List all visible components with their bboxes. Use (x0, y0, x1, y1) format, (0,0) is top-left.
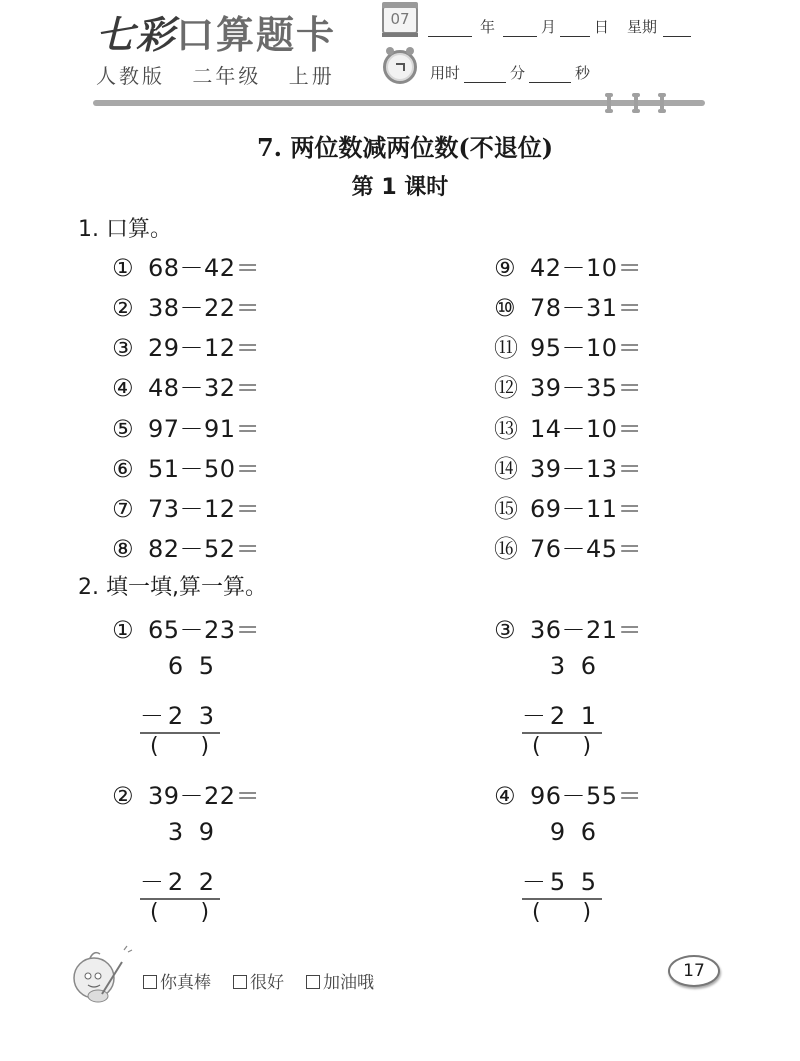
used-time-label: 用时 (430, 64, 461, 82)
divider-pin-icon (607, 93, 611, 113)
subtrahend: －2 3 (139, 702, 218, 730)
problem-expression: 39－22＝ (148, 782, 261, 810)
divider-pin-icon (634, 93, 638, 113)
rating-label: 你真棒 (160, 973, 211, 993)
problem-item (112, 529, 260, 564)
problem-item (494, 409, 642, 444)
problem-expression: 36－21＝ (530, 616, 643, 644)
answer-blank[interactable]: ( ) (150, 734, 210, 759)
problem-item (494, 529, 642, 564)
vertical-problem-header (112, 610, 260, 645)
day-blank[interactable] (560, 23, 590, 37)
problem-index: ① (112, 254, 135, 282)
problem-expression: 97－91＝ (148, 415, 261, 443)
problem-index: ⑬ (494, 415, 519, 443)
checkbox[interactable] (143, 975, 157, 989)
year-label: 年 (480, 18, 496, 36)
problem-item (494, 489, 642, 524)
problem-index: ⑮ (494, 495, 519, 523)
lesson-title: 7. 两位数减两位数(不退位) (256, 133, 554, 162)
problem-expression: 76－45＝ (530, 535, 643, 563)
edition-grade: 二年级 (192, 64, 262, 88)
brand-main: 口算题卡 (176, 12, 337, 57)
calendar-icon (382, 6, 418, 34)
edition-volume: 上册 (288, 64, 335, 88)
page-number: 17 (668, 955, 720, 987)
rating-option-keep-going[interactable] (306, 968, 374, 993)
minuend: 9 6 (549, 818, 600, 846)
problem-expression: 39－13＝ (530, 455, 643, 483)
problem-item (112, 288, 260, 323)
vertical-problem-header (494, 776, 642, 811)
month-label: 月 (541, 18, 557, 36)
seconds-blank[interactable] (529, 69, 571, 83)
clock-icon (383, 50, 417, 84)
brand-title (96, 4, 336, 59)
problem-index: ⑧ (112, 535, 135, 563)
problem-item (494, 328, 642, 363)
date-fill-line (428, 16, 691, 37)
problem-index: ③ (494, 616, 517, 644)
edition-publisher: 人教版 (96, 64, 165, 88)
problem-expression: 14－10＝ (530, 415, 643, 443)
problem-item (112, 328, 260, 363)
problem-expression: 78－31＝ (530, 294, 643, 322)
problem-expression: 51－50＝ (148, 455, 261, 483)
problem-expression: 39－35＝ (530, 374, 643, 402)
page-header (0, 0, 800, 120)
problem-expression: 65－23＝ (148, 616, 261, 644)
weekday-label: 星期 (627, 18, 658, 36)
rating-option-great[interactable] (143, 968, 211, 993)
section2-heading: 2. 填一填,算一算。 (78, 575, 267, 600)
problem-item (112, 489, 260, 524)
vertical-subtraction (510, 652, 600, 762)
clock-hand (403, 63, 405, 71)
brand-prefix: 七彩 (96, 12, 177, 57)
minuend: 3 9 (167, 818, 218, 846)
problem-item (494, 288, 642, 323)
problem-item (112, 449, 260, 484)
divider-pin-icon (660, 93, 664, 113)
problem-expression: 68－42＝ (148, 254, 261, 282)
problem-expression: 29－12＝ (148, 334, 261, 362)
rating-label: 很好 (250, 973, 284, 993)
problem-index: ① (112, 616, 135, 644)
lesson-subtitle: 第 1 课时 (351, 175, 449, 200)
problem-index: ⑨ (494, 254, 517, 282)
problem-index: ② (112, 294, 135, 322)
problem-index: ④ (112, 374, 135, 402)
problem-item (494, 368, 642, 403)
answer-blank[interactable]: ( ) (532, 900, 592, 925)
problem-expression: 48－32＝ (148, 374, 261, 402)
minuend: 3 6 (549, 652, 600, 680)
minutes-blank[interactable] (464, 69, 506, 83)
rating-label: 加油哦 (323, 973, 374, 993)
mascot-fruit-guitar-icon (66, 940, 136, 1010)
problem-index: ⑩ (494, 294, 517, 322)
problem-index: ⑦ (112, 495, 135, 523)
problem-expression: 38－22＝ (148, 294, 261, 322)
subtrahend: －5 5 (521, 868, 600, 896)
problem-index: ④ (494, 782, 517, 810)
checkbox[interactable] (306, 975, 320, 989)
answer-blank[interactable]: ( ) (532, 734, 592, 759)
problem-index: ⑫ (494, 374, 519, 402)
problem-index: ⑪ (494, 334, 519, 362)
year-blank[interactable] (428, 23, 472, 37)
time-fill-line (430, 62, 590, 83)
problem-expression: 95－10＝ (530, 334, 643, 362)
problem-item (112, 248, 260, 283)
problem-index: ⑭ (494, 455, 519, 483)
problem-index: ③ (112, 334, 135, 362)
minutes-label: 分 (510, 64, 526, 82)
problem-expression: 82－52＝ (148, 535, 261, 563)
problem-item (112, 409, 260, 444)
vertical-problem-header (494, 610, 642, 645)
problem-expression: 96－55＝ (530, 782, 643, 810)
edition-info (96, 60, 353, 89)
problem-expression: 73－12＝ (148, 495, 261, 523)
problem-index: ⑤ (112, 415, 135, 443)
answer-blank[interactable]: ( ) (150, 900, 210, 925)
month-blank[interactable] (503, 23, 537, 37)
minuend: 6 5 (167, 652, 218, 680)
vertical-subtraction (128, 818, 218, 928)
header-divider (93, 100, 705, 106)
seconds-label: 秒 (575, 64, 591, 82)
calendar-day: 07 (390, 10, 410, 28)
problem-index: ⑯ (494, 535, 519, 563)
problem-index: ② (112, 782, 135, 810)
subtrahend: －2 1 (521, 702, 600, 730)
problem-item (494, 248, 642, 283)
vertical-subtraction (510, 818, 600, 928)
weekday-blank[interactable] (663, 23, 691, 37)
checkbox[interactable] (233, 975, 247, 989)
vertical-problem-header (112, 776, 260, 811)
vertical-subtraction (128, 652, 218, 762)
subtrahend: －2 2 (139, 868, 218, 896)
problem-expression: 42－10＝ (530, 254, 643, 282)
problem-item (494, 449, 642, 484)
day-label: 日 (594, 18, 610, 36)
problem-index: ⑥ (112, 455, 135, 483)
section1-heading: 1. 口算。 (78, 217, 172, 242)
problem-expression: 69－11＝ (530, 495, 643, 523)
problem-item (112, 368, 260, 403)
rating-option-good[interactable] (233, 968, 284, 993)
